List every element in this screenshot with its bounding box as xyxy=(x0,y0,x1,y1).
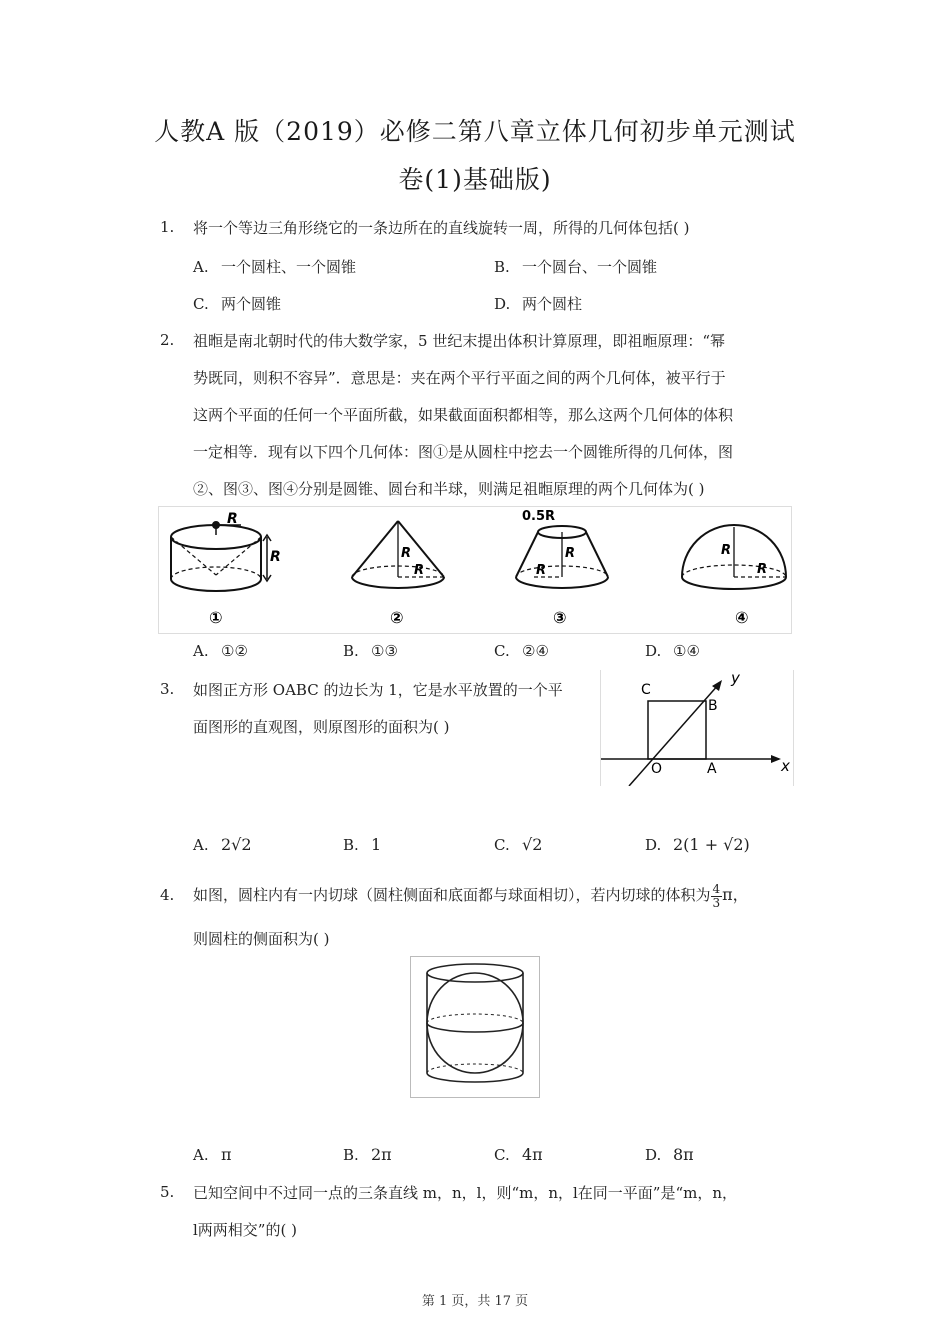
label-b: B xyxy=(708,698,718,714)
figure-1-label: ① xyxy=(209,608,223,627)
figure-1-cylinder-minus-cone xyxy=(171,522,271,591)
q1-stem: 将一个等边三角形绕它的一条边所在的直线旋转一周，所得的几何体包括( ) xyxy=(193,219,690,237)
fig1-r-side: R xyxy=(270,549,281,565)
q1-option-b[interactable]: B. 一个圆台、一个圆锥 xyxy=(494,258,658,276)
label-o: O xyxy=(651,761,663,777)
fig3-r-radius: R xyxy=(536,563,547,578)
q2-stem-line3: 这两个平面的任何一个平面所截，如果截面面积都相等，那么这两个几何体的体积 xyxy=(193,406,734,424)
q5-number: 5. xyxy=(160,1183,175,1201)
fig1-r-top: R xyxy=(227,511,238,527)
q4-option-b[interactable]: B. 2π xyxy=(343,1145,392,1164)
q5-stem-line2: l两两相交”的( ) xyxy=(193,1221,297,1239)
q2-stem-line1: 祖暅是南北朝时代的伟大数学家，5 世纪末提出体积计算原理，即祖暅原理：“幂 xyxy=(193,332,725,350)
figure-4-hemisphere xyxy=(682,525,786,589)
q2-stem-line4: 一定相等．现有以下四个几何体：图①是从圆柱中挖去一个圆锥所得的几何体，图 xyxy=(193,443,734,461)
fig4-r-height: R xyxy=(721,543,732,558)
figure-2-cone xyxy=(352,521,444,588)
figure-4-label: ④ xyxy=(735,608,749,627)
fig4-r-radius: R xyxy=(757,562,768,577)
fig2-r-height: R xyxy=(401,546,412,561)
q4-stem-line1: 如图，圆柱内有一内切球（圆柱侧面和底面都与球面相切），若内切球的体积为 $\frac{4}{3}$ π， xyxy=(193,881,749,910)
q2-stem-line2: 势既同，则积不容异”．意思是：夹在两个平行平面之间的两个几何体，被平行于 xyxy=(193,369,726,387)
q4-figure xyxy=(410,956,540,1098)
q1-option-c[interactable]: C. 两个圆锥 xyxy=(193,295,282,313)
label-x: x xyxy=(781,757,790,775)
q2-number: 2. xyxy=(160,331,175,349)
page-footer: 第 1 页，共 17 页 xyxy=(421,1294,529,1309)
q3-option-c[interactable]: C. √2 xyxy=(494,835,543,854)
q4-stem-line2: 则圆柱的侧面积为( ) xyxy=(193,930,330,948)
q4-option-d[interactable]: D. 8π xyxy=(645,1145,694,1164)
q2-figure xyxy=(158,506,792,634)
figure-3-label: ③ xyxy=(553,608,567,627)
fraction-4-3: $\frac{4}{3}$ xyxy=(712,881,721,910)
page-title-line2: 卷(1)基础版) xyxy=(398,165,552,194)
q3-stem-line1: 如图正方形 OABC 的边长为 1，它是水平放置的一个平 xyxy=(193,681,563,699)
q3-option-b[interactable]: B. 1 xyxy=(343,835,382,854)
q4-number: 4. xyxy=(160,886,175,904)
fig2-r-radius: R xyxy=(414,563,425,578)
q2-option-c[interactable]: C. ②④ xyxy=(494,642,549,660)
q2-option-d[interactable]: D. ①④ xyxy=(645,642,700,660)
label-c: C xyxy=(641,682,651,698)
figure-3-frustum xyxy=(516,526,608,588)
figure-2-label: ② xyxy=(390,608,404,627)
q3-option-d[interactable]: D. 2(1 + √2) xyxy=(645,835,750,854)
q2-stem-line5: ②、图③、图④分别是圆锥、圆台和半球，则满足祖暅原理的两个几何体为( ) xyxy=(193,480,705,498)
fig3-r-height: R xyxy=(565,546,576,561)
label-y: y xyxy=(731,670,740,687)
q1-option-a[interactable]: A. 一个圆柱、一个圆锥 xyxy=(193,258,357,276)
q3-number: 3. xyxy=(160,680,175,698)
q1-option-d[interactable]: D. 两个圆柱 xyxy=(494,295,583,313)
q3-stem-line2: 面图形的直观图，则原图形的面积为( ) xyxy=(193,718,450,736)
q4-option-c[interactable]: C. 4π xyxy=(494,1145,543,1164)
fig3-half-r: 0.5R xyxy=(522,509,556,524)
q5-stem-line1: 已知空间中不过同一点的三条直线 m，n，l，则“m，n，l在同一平面”是“m，n， xyxy=(193,1184,738,1202)
q2-option-a[interactable]: A. ①② xyxy=(193,642,248,660)
q3-figure xyxy=(600,670,794,786)
q4-option-a[interactable]: A. π xyxy=(193,1145,232,1164)
page-title: 人教A 版（2019）必修二第八章立体几何初步单元测试 xyxy=(154,117,796,146)
label-a: A xyxy=(707,761,717,777)
q1-number: 1. xyxy=(160,218,175,236)
cylinder-with-inscribed-sphere xyxy=(427,964,523,1082)
q3-option-a[interactable]: A. 2√2 xyxy=(193,835,252,854)
q2-option-b[interactable]: B. ①③ xyxy=(343,642,398,660)
